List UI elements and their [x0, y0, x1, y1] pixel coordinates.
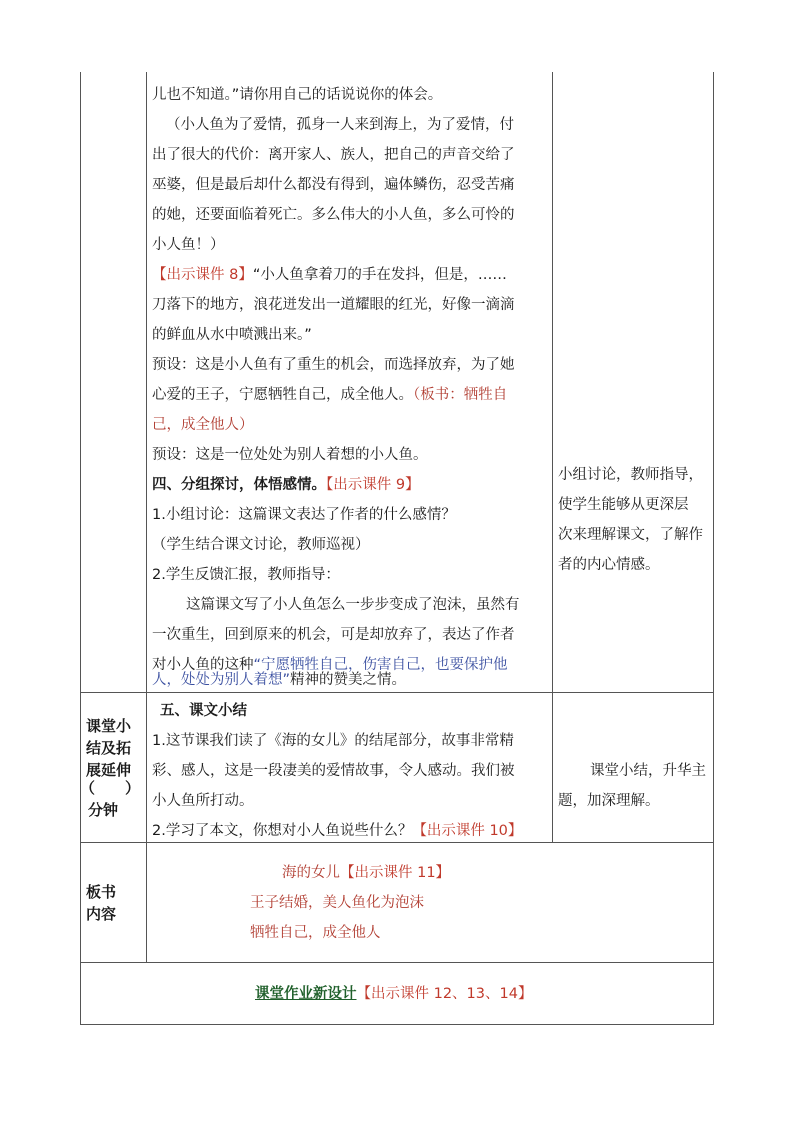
text-line: 儿也不知道。”请你用自己的话说说你的体会。 — [152, 87, 443, 103]
side-note-line: 使学生能够从更深层 — [558, 497, 689, 513]
label-line: 板书 — [86, 883, 117, 901]
summary-line: 小人鱼所打动。 — [152, 793, 254, 809]
label-line: 分钟 — [88, 801, 119, 819]
text-line — [152, 671, 406, 689]
row-divider-3 — [80, 962, 714, 963]
board-line: 王子结婚，美人鱼化为泡沫 — [250, 895, 424, 911]
plain-text: 对小人鱼的这种 — [152, 657, 254, 673]
summary-line: 彩、感人，这是一段凄美的爱情故事，令人感动。我们被 — [152, 763, 515, 779]
text-line: 出了很大的代价：离开家人、族人，把自己的声音交给了 — [152, 147, 515, 163]
side-note-line: 题，加深理解。 — [558, 793, 660, 809]
heading-text: 四、分组探讨，体悟感情。 — [152, 477, 326, 493]
side-note-line: 小组讨论，教师指导， — [558, 467, 703, 483]
col-divider-2 — [552, 72, 553, 842]
label-line: 内容 — [86, 905, 117, 923]
table-border-left — [80, 72, 81, 1024]
text-line: 的鲜血从水中喷溅出来。” — [152, 327, 312, 343]
summary-line: 1.这节课我们读了《海的女儿》的结尾部分，故事非常精 — [152, 733, 514, 749]
row-divider-2 — [80, 842, 714, 843]
board-note: 己，成全他人） — [152, 417, 254, 433]
text-line — [152, 266, 507, 284]
plain-text: 精神的赞美之情。 — [290, 672, 407, 688]
label-line: （ ） — [80, 779, 141, 797]
row-divider-1 — [80, 692, 714, 693]
preset-text: 心爱的王子，宁愿牺牲自己，成全他人。 — [152, 387, 413, 403]
summary-question: 2.学习了本文，你想对小人鱼说些什么？ — [152, 823, 413, 839]
summary-heading: 五、课文小结 — [160, 703, 247, 719]
label-line: 结及拓 — [86, 739, 132, 757]
text-line: （小人鱼为了爱情，孤身一人来到海上，为了爱情，付 — [166, 117, 514, 133]
label-line: 展延伸 — [86, 761, 132, 779]
text-line: 巫婆，但是最后却什么都没有得到，遍体鳞伤，忍受苦痛 — [152, 177, 515, 193]
text-line: （学生结合课文讨论，教师巡视） — [152, 537, 370, 553]
col-divider-1 — [146, 72, 147, 962]
text-line: 的她，还要面临着死亡。多么伟大的小人鱼，多么可怜的 — [152, 207, 515, 223]
summary-line — [152, 822, 522, 840]
text-line: 刀落下的地方，浪花迸发出一道耀眼的红光，好像一滴滴 — [152, 297, 515, 313]
table-border-bottom — [80, 1024, 714, 1025]
courseware-tag: 【出示课件 12、13、14】 — [356, 986, 533, 1002]
highlight-text: 人，处处为别人着想” — [152, 672, 291, 688]
text-line: 预设：这是一位处处为别人着想的小人鱼。 — [152, 447, 428, 463]
quote-text: “小人鱼拿着刀的手在发抖，但是，…… — [252, 267, 507, 283]
label-line: 课堂小 — [86, 717, 132, 735]
board-title — [282, 864, 450, 882]
section-heading — [152, 476, 420, 494]
text-line — [152, 386, 507, 404]
board-note: （板书：牺牲自 — [413, 387, 508, 403]
table-border-right — [713, 72, 714, 1024]
homework-row — [255, 985, 532, 1003]
text-line: 预设：这是小人鱼有了重生的机会，而选择放弃，为了她 — [152, 357, 515, 373]
text-line: 小人鱼！） — [152, 237, 225, 253]
side-note-line: 者的内心情感。 — [558, 557, 660, 573]
side-note-line: 次来理解课文，了解作 — [558, 527, 703, 543]
courseware-tag: 【出示课件 11】 — [340, 865, 451, 881]
board-line: 牺牲自己，成全他人 — [250, 925, 381, 941]
board-title-text: 海的女儿 — [282, 865, 340, 881]
text-line: 一次重生，回到原来的机会，可是却放弃了，表达了作者 — [152, 627, 515, 643]
text-line: 这篇课文写了小人鱼怎么一步步变成了泡沫，虽然有 — [186, 597, 520, 613]
text-line: 1.小组讨论：这篇课文表达了作者的什么感情？ — [152, 507, 456, 523]
side-note-line: 课堂小结，升华主 — [590, 763, 706, 779]
homework-title: 课堂作业新设计 — [255, 986, 357, 1002]
text-line: 2.学生反馈汇报，教师指导： — [152, 567, 340, 583]
courseware-tag: 【出示课件 10】 — [412, 823, 523, 839]
courseware-tag: 【出示课件 8】 — [152, 267, 253, 283]
highlight-text: “宁愿牺牲自己，伤害自己，也要保护他 — [253, 657, 508, 673]
courseware-tag: 【出示课件 9】 — [326, 477, 420, 493]
